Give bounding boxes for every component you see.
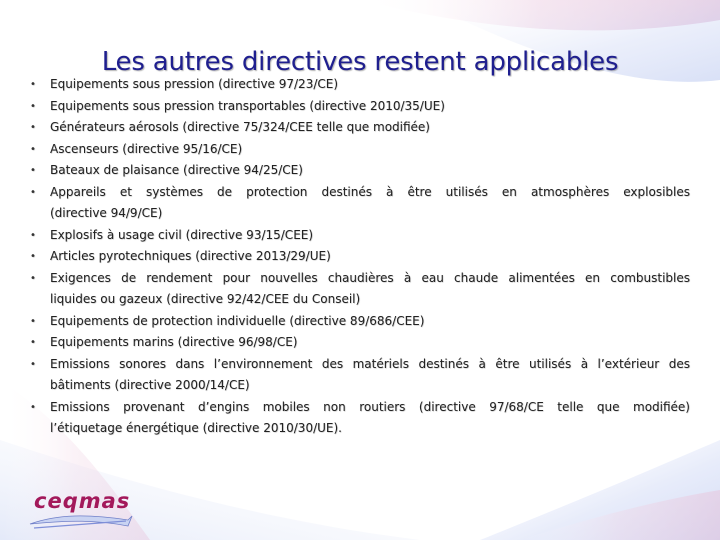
list-item [30,117,690,139]
bullet-icon: • [30,122,36,133]
list-item [30,139,690,161]
list-item-text: Générateurs aérosols (directive 75/324/CEE telle que modifiée) [50,120,430,134]
slide-title: Les autres directives restent applicables [101,47,619,78]
list-item [30,182,690,225]
bullet-icon: • [30,401,36,413]
list-item-text: bâtiments (directive 2000/14/CE) [50,378,250,392]
list-item-text: Emissions provenant d’engins mobiles non routiers (directive 97/68/CE telle que modifiée) [50,399,690,414]
bullet-icon: • [30,272,36,284]
list-item-text: Ascenseurs (directive 95/16/CE) [50,141,243,156]
list-item [30,160,690,182]
list-item [30,397,690,440]
bullet-icon: • [30,143,36,155]
list-item-text: Emissions sonores dans l’environnement des matériels destinés à être utilisés à l’extérieur des [50,356,690,371]
list-item-text: Equipements de protection individuelle (directive 89/686/CEE) [50,313,425,328]
directive-list [30,74,690,440]
list-item-text: Articles pyrotechniques (directive 2013/29/UE) [50,249,331,263]
bullet-icon: • [30,100,36,112]
list-item-text: liquides ou gazeux (directive 92/42/CEE du Conseil) [50,292,361,306]
bullet-icon: • [30,229,36,241]
list-item-text: Appareils et systèmes de protection destinés à être utilisés en atmosphères explosibles [50,184,690,199]
list-item-text: Equipements sous pression (directive 97/23/CE) [50,77,339,91]
list-item [30,332,690,354]
list-item-text: l’étiquetage énergétique (directive 2010/30/UE). [50,421,342,435]
svg-text:ceqmas: ceqmas [34,489,131,513]
list-item [30,74,690,96]
bullet-icon: • [30,165,36,176]
list-item [30,225,690,247]
bullet-icon: • [30,251,36,262]
list-item [30,268,690,311]
logo-graphic [28,488,138,534]
list-item [30,354,690,397]
list-item-text: Bateaux de plaisance (directive 94/25/CE) [50,163,303,177]
list-item [30,311,690,333]
list-item-text: (directive 94/9/CE) [50,206,163,220]
list-item [30,246,690,268]
list-item-text: Exigences de rendement pour nouvelles chaudières à eau chaude alimentées en combustibles [50,270,690,285]
bullet-icon: • [30,315,36,327]
list-item-text: Equipements marins (directive 96/98/CE) [50,335,298,349]
bullet-icon: • [30,337,36,348]
bullet-icon: • [30,79,36,90]
bullet-icon: • [30,186,36,198]
ceqmas-logo [28,488,138,534]
bullet-icon: • [30,358,36,370]
list-item [30,96,690,118]
list-item-text: Explosifs à usage civil (directive 93/15/CEE) [50,227,314,242]
list-item-text: Equipements sous pression transportables (directive 2010/35/UE) [50,98,445,113]
